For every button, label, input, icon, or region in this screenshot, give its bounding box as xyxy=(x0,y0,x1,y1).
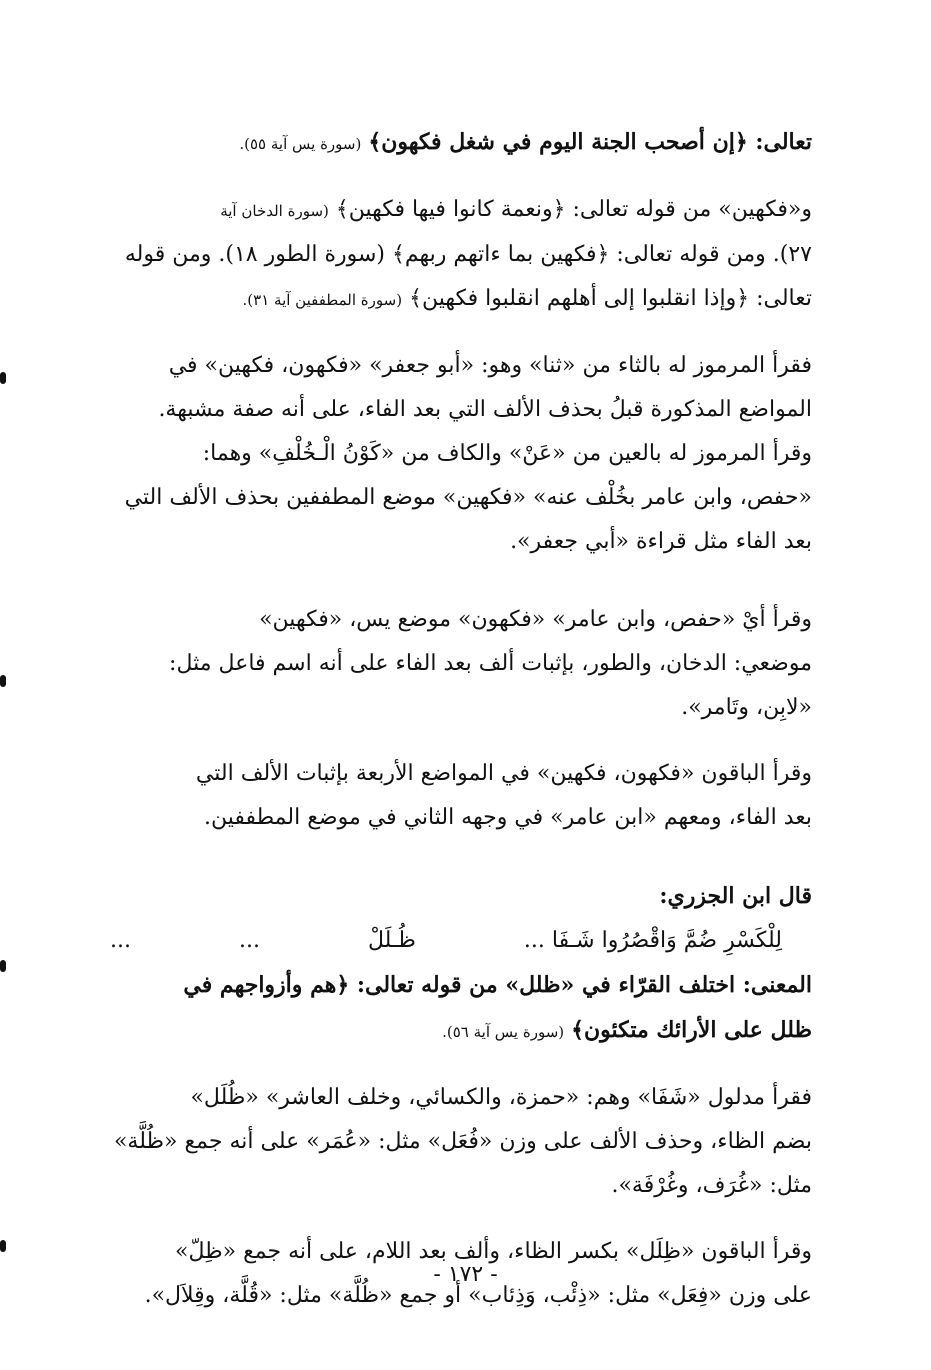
text-line-11 xyxy=(100,642,812,686)
poem-heading-text: قال ابن الجزري: xyxy=(659,883,812,909)
poem-part-1: ... xyxy=(110,928,132,953)
text-line-8 xyxy=(100,476,812,520)
text-line-5 xyxy=(100,344,812,388)
line-9-text: بعد الفاء مثل قراءة «أبي جعفر». xyxy=(510,529,812,554)
line-11-text: موضعي: الدخان، والطور، بإثبات ألف بعد الفاء على أنه اسم فاعل مثل: xyxy=(169,651,812,676)
line-19-text: مثل: «غُرَف، وغُرْفَة». xyxy=(611,1173,812,1198)
line-18-text: بضم الظاء، وحذف الألف على وزن «فُعَل» مثل: «عُمَر» على أنه جمع «ظُلَّة» xyxy=(113,1129,812,1154)
text-line-10 xyxy=(100,598,812,642)
text-line-7 xyxy=(100,432,812,476)
line-4-text: تعالى: ﴿وإذا انقلبوا إلى أهلهم انقلبوا فكهين﴾ xyxy=(409,286,812,311)
line-17-text: فقرأ مدلول «شَفَا» وهم: «حمزة، والكسائي، وخلف العاشر» «ظُلَل» xyxy=(190,1085,812,1110)
text-line-4 xyxy=(100,277,812,322)
margin-mark xyxy=(0,1240,6,1252)
margin-mark xyxy=(0,372,6,384)
margin-mark xyxy=(0,960,6,972)
line-14-text: بعد الفاء، ومعهم «ابن عامر» في وجهه الثاني في موضع المطففين. xyxy=(203,805,812,830)
line-3-text: ٢٧). ومن قوله تعالى: ﴿فكهين بما ءاتهم ربهم﴾ (سورة الطور ١٨). ومن قوله xyxy=(124,242,812,267)
text-line-16 xyxy=(100,1008,812,1054)
page-number: - ١٧٢ - xyxy=(433,1262,498,1287)
text-line-3 xyxy=(100,233,812,277)
line-12-text: «لابِن، وتَامر». xyxy=(681,695,812,720)
line-16-ref: (سورة يس آية ٥٦). xyxy=(442,1023,565,1041)
line-6-text: المواضع المذكورة قبلُ بحذف الألف التي بعد الفاء، على أنه صفة مشبهة. xyxy=(158,397,812,422)
poem-part-2: ظُـلَلْ xyxy=(368,928,416,953)
margin-mark xyxy=(0,675,6,687)
line-8-text: «حفص، وابن عامر بخُلْف عنه» «فكهين» موضع المطففين بحذف الألف التي xyxy=(124,485,812,510)
line-21-text: على وزن «فِعَل» مثل: «ذِئْب، وَذِئاب» أو جمع «ظُلَّة» مثل: «قُلَّة، وقِلاَل». xyxy=(144,1283,812,1308)
line-16-text: ظلل على الأرائك متكئون﴾ xyxy=(571,1017,812,1043)
line-4-ref: (سورة المطففين آية ٣١). xyxy=(242,291,403,309)
poem-heading xyxy=(100,874,812,919)
line-7-text: وقرأ المرموز له بالعين من «عَنْ» والكاف من «كَوْنُ الْـخُلْفِ» وهما: xyxy=(202,441,812,466)
line-10-text: وقرأ أيْ «حفص، وابن عامر» «فكهون» موضع يس، «فكهين» xyxy=(259,607,812,632)
line-13-text: وقرأ الباقون «فكهون، فكهين» في المواضع الأربعة بإثبات الألف التي xyxy=(195,761,812,786)
text-line-2 xyxy=(100,188,812,233)
line-15-text: المعنى: اختلف القرّاء في «ظلل» من قوله تعالى: ﴿هم وأزواجهم في xyxy=(183,972,812,998)
text-line-15 xyxy=(100,963,812,1008)
text-line-13 xyxy=(100,752,812,796)
poem-part-4: لِلْكَسْرِ ضُمَّ وَاقْصُرُوا شَـفَا ... xyxy=(523,928,782,953)
text-line-12 xyxy=(100,686,812,730)
text-line-14 xyxy=(100,796,812,840)
line-2-text: و«فكهين» من قوله تعالى: ﴿ونعمة كانوا فيها فكهين﴾ xyxy=(335,197,812,222)
poem-part-3: ... xyxy=(239,928,260,953)
line-1-text: تعالى: ﴿إن أصحب الجنة اليوم في شغل فكهون﴾ xyxy=(368,129,812,155)
line-1-ref: (سورة يس آية ٥٥). xyxy=(239,135,362,153)
line-20-text: وقرأ الباقون «ظِلَل» بكسر الظاء، وألف بعد اللام، على أنه جمع «ظِلّ» xyxy=(175,1239,812,1264)
text-line-6 xyxy=(100,388,812,432)
line-2-ref: (سورة الدخان آية xyxy=(220,202,329,220)
line-5-text: فقرأ المرموز له بالثاء من «ثنا» وهو: «أبو جعفر» «فكهون، فكهين» في xyxy=(168,353,812,378)
text-line-18 xyxy=(100,1120,812,1164)
text-line-19 xyxy=(100,1164,812,1208)
text-line-1 xyxy=(100,120,812,166)
poem-verse xyxy=(100,919,812,963)
text-line-9 xyxy=(100,520,812,564)
text-line-17 xyxy=(100,1076,812,1120)
